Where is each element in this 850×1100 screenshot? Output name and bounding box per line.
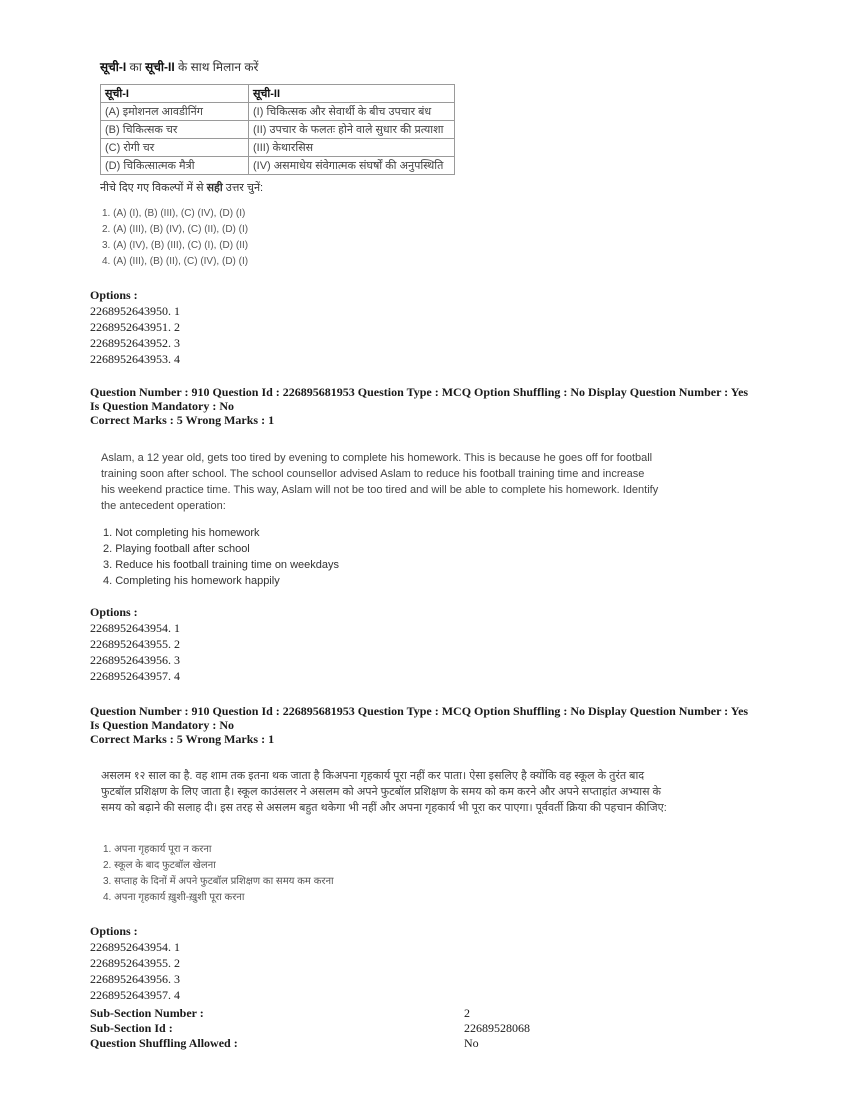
question-meta: Question Number : 910 Question Id : 226895681953 Question Type : MCQ Option Shuffling : No Display Question Number : Yes Is Question Mandatory : No <box>90 704 749 732</box>
option-id: 2268952643956. 3 <box>90 653 180 667</box>
answer-choice: 4. अपना गृहकार्य ख़ुशी-ख़ुशी पूरा करना <box>103 892 245 903</box>
table-cell: (II) उपचार के फलतः होने वाले सुधार की प्रत्याशा <box>249 121 455 139</box>
answer-choice-list <box>103 525 339 589</box>
question-marks: Correct Marks : 5 Wrong Marks : 1 <box>90 413 275 427</box>
choose-prefix: नीचे दिए गए विकल्पों में से <box>100 182 207 194</box>
match-instruction <box>100 58 258 75</box>
table-cell: (III) केथारसिस <box>249 139 455 157</box>
answer-choice: 3. सप्ताह के दिनों में अपने फुटबॉल प्रशिक्षण का समय कम करना <box>103 876 334 887</box>
shuffle-allowed-label: Question Shuffling Allowed : <box>90 1036 238 1050</box>
table-cell: (C) रोगी चर <box>101 139 249 157</box>
answer-choice: 2. (A) (III), (B) (IV), (C) (II), (D) (I) <box>102 224 249 235</box>
answer-choice: 1. Not completing his homework <box>103 527 260 539</box>
answer-choice: 2. स्कूल के बाद फुटबॉल खेलना <box>103 860 216 871</box>
options-block <box>90 288 180 367</box>
answer-choice: 1. अपना गृहकार्य पूरा न करना <box>103 844 212 855</box>
table-row <box>101 103 455 121</box>
answer-choice: 4. (A) (III), (B) (II), (C) (IV), (D) (I) <box>102 256 249 267</box>
table-cell: (IV) असमाधेय संवेगात्मक संघर्षों की अनुपस्थिति <box>249 157 455 175</box>
option-id: 2268952643950. 1 <box>90 304 180 318</box>
subsection-number-value: 2 <box>464 1006 470 1020</box>
table-row <box>101 121 455 139</box>
subsection-id-label: Sub-Section Id : <box>90 1021 173 1035</box>
subsection-id-value: 22689528068 <box>464 1021 530 1035</box>
question-meta: Question Number : 910 Question Id : 226895681953 Question Type : MCQ Option Shuffling : No Display Question Number : Yes Is Question Mandatory : No <box>90 385 749 413</box>
answer-choice: 2. Playing football after school <box>103 543 250 555</box>
table-header-row <box>101 85 455 103</box>
option-id: 2268952643957. 4 <box>90 988 180 1002</box>
option-id: 2268952643951. 2 <box>90 320 180 334</box>
shuffle-allowed-value: No <box>464 1036 479 1050</box>
options-block <box>90 924 180 1003</box>
answer-choice: 3. Reduce his football training time on weekdays <box>103 559 340 571</box>
choose-instruction <box>100 180 263 195</box>
answer-choice: 1. (A) (I), (B) (III), (C) (IV), (D) (I) <box>102 208 246 219</box>
list1-label: सूची-I <box>100 60 127 74</box>
table-cell: (B) चिकित्सक चर <box>101 121 249 139</box>
options-label: Options : <box>90 605 138 619</box>
table-cell: (I) चिकित्सक और सेवार्थी के बीच उपचार बंध <box>249 103 455 121</box>
question-header <box>90 704 750 746</box>
options-label: Options : <box>90 924 138 938</box>
question-header <box>90 385 750 427</box>
option-id: 2268952643957. 4 <box>90 669 180 683</box>
answer-choice-list <box>103 842 334 906</box>
option-id: 2268952643954. 1 <box>90 940 180 954</box>
option-id: 2268952643954. 1 <box>90 621 180 635</box>
matching-table <box>100 84 455 175</box>
answer-choice-list <box>102 206 248 270</box>
question-stem: असलम १२ साल का है. वह शाम तक इतना थक जाता है किअपना गृहकार्य पूरा नहीं कर पाता। ऐसा इसलिए है क्योंकि वह स्कूल के तुरंत बाद फुटबॉल प्रशिक्षण के लिए जाता है। स्कूल काउंसलर ने असलम को अपने फुटबॉल प्रशिक्षण के समय को कम करने और अपने सप्ताहांत अभ्यास के समय को बढ़ाने की सलाह दी। इस तरह से असलम बहुत थकेगा भी नहीं और अपना गृहकार्य भी पूरा कर पाएगा। पूर्ववर्ती क्रिया की पहचान कीजिए: <box>101 770 667 814</box>
option-id: 2268952643956. 3 <box>90 972 180 986</box>
table-header-cell: सूची-II <box>249 85 455 103</box>
table-row <box>101 139 455 157</box>
table-row <box>101 157 455 175</box>
instruction-mid: का <box>126 60 146 74</box>
table-cell: (D) चिकित्सात्मक मैत्री <box>101 157 249 175</box>
table-cell: (A) इमोशनल आवडीनिंग <box>101 103 249 121</box>
option-id: 2268952643952. 3 <box>90 336 180 350</box>
instruction-suffix: के साथ मिलान करें <box>174 60 259 74</box>
answer-choice: 3. (A) (IV), (B) (III), (C) (I), (D) (II) <box>102 240 249 251</box>
options-label: Options : <box>90 288 138 302</box>
table-header-cell: सूची-I <box>101 85 249 103</box>
subsection-number-label: Sub-Section Number : <box>90 1006 204 1020</box>
choose-bold: सही <box>206 182 223 194</box>
option-id: 2268952643955. 2 <box>90 637 180 651</box>
choose-suffix: उत्तर चुनें: <box>222 182 264 194</box>
list2-label: सूची-II <box>145 60 175 74</box>
option-id: 2268952643953. 4 <box>90 352 180 366</box>
answer-choice: 4. Completing his homework happily <box>103 575 280 587</box>
question-stem: Aslam, a 12 year old, gets too tired by evening to complete his homework. This is because he goes off for football training soon after school. The school counsellor advised Aslam to reduce his football training time and increase his weekend practice time. This way, Aslam will not be too tired and will be able to complete his homework. Identify the antecedent operation: <box>101 452 659 512</box>
options-block <box>90 605 180 684</box>
option-id: 2268952643955. 2 <box>90 956 180 970</box>
question-marks: Correct Marks : 5 Wrong Marks : 1 <box>90 732 275 746</box>
